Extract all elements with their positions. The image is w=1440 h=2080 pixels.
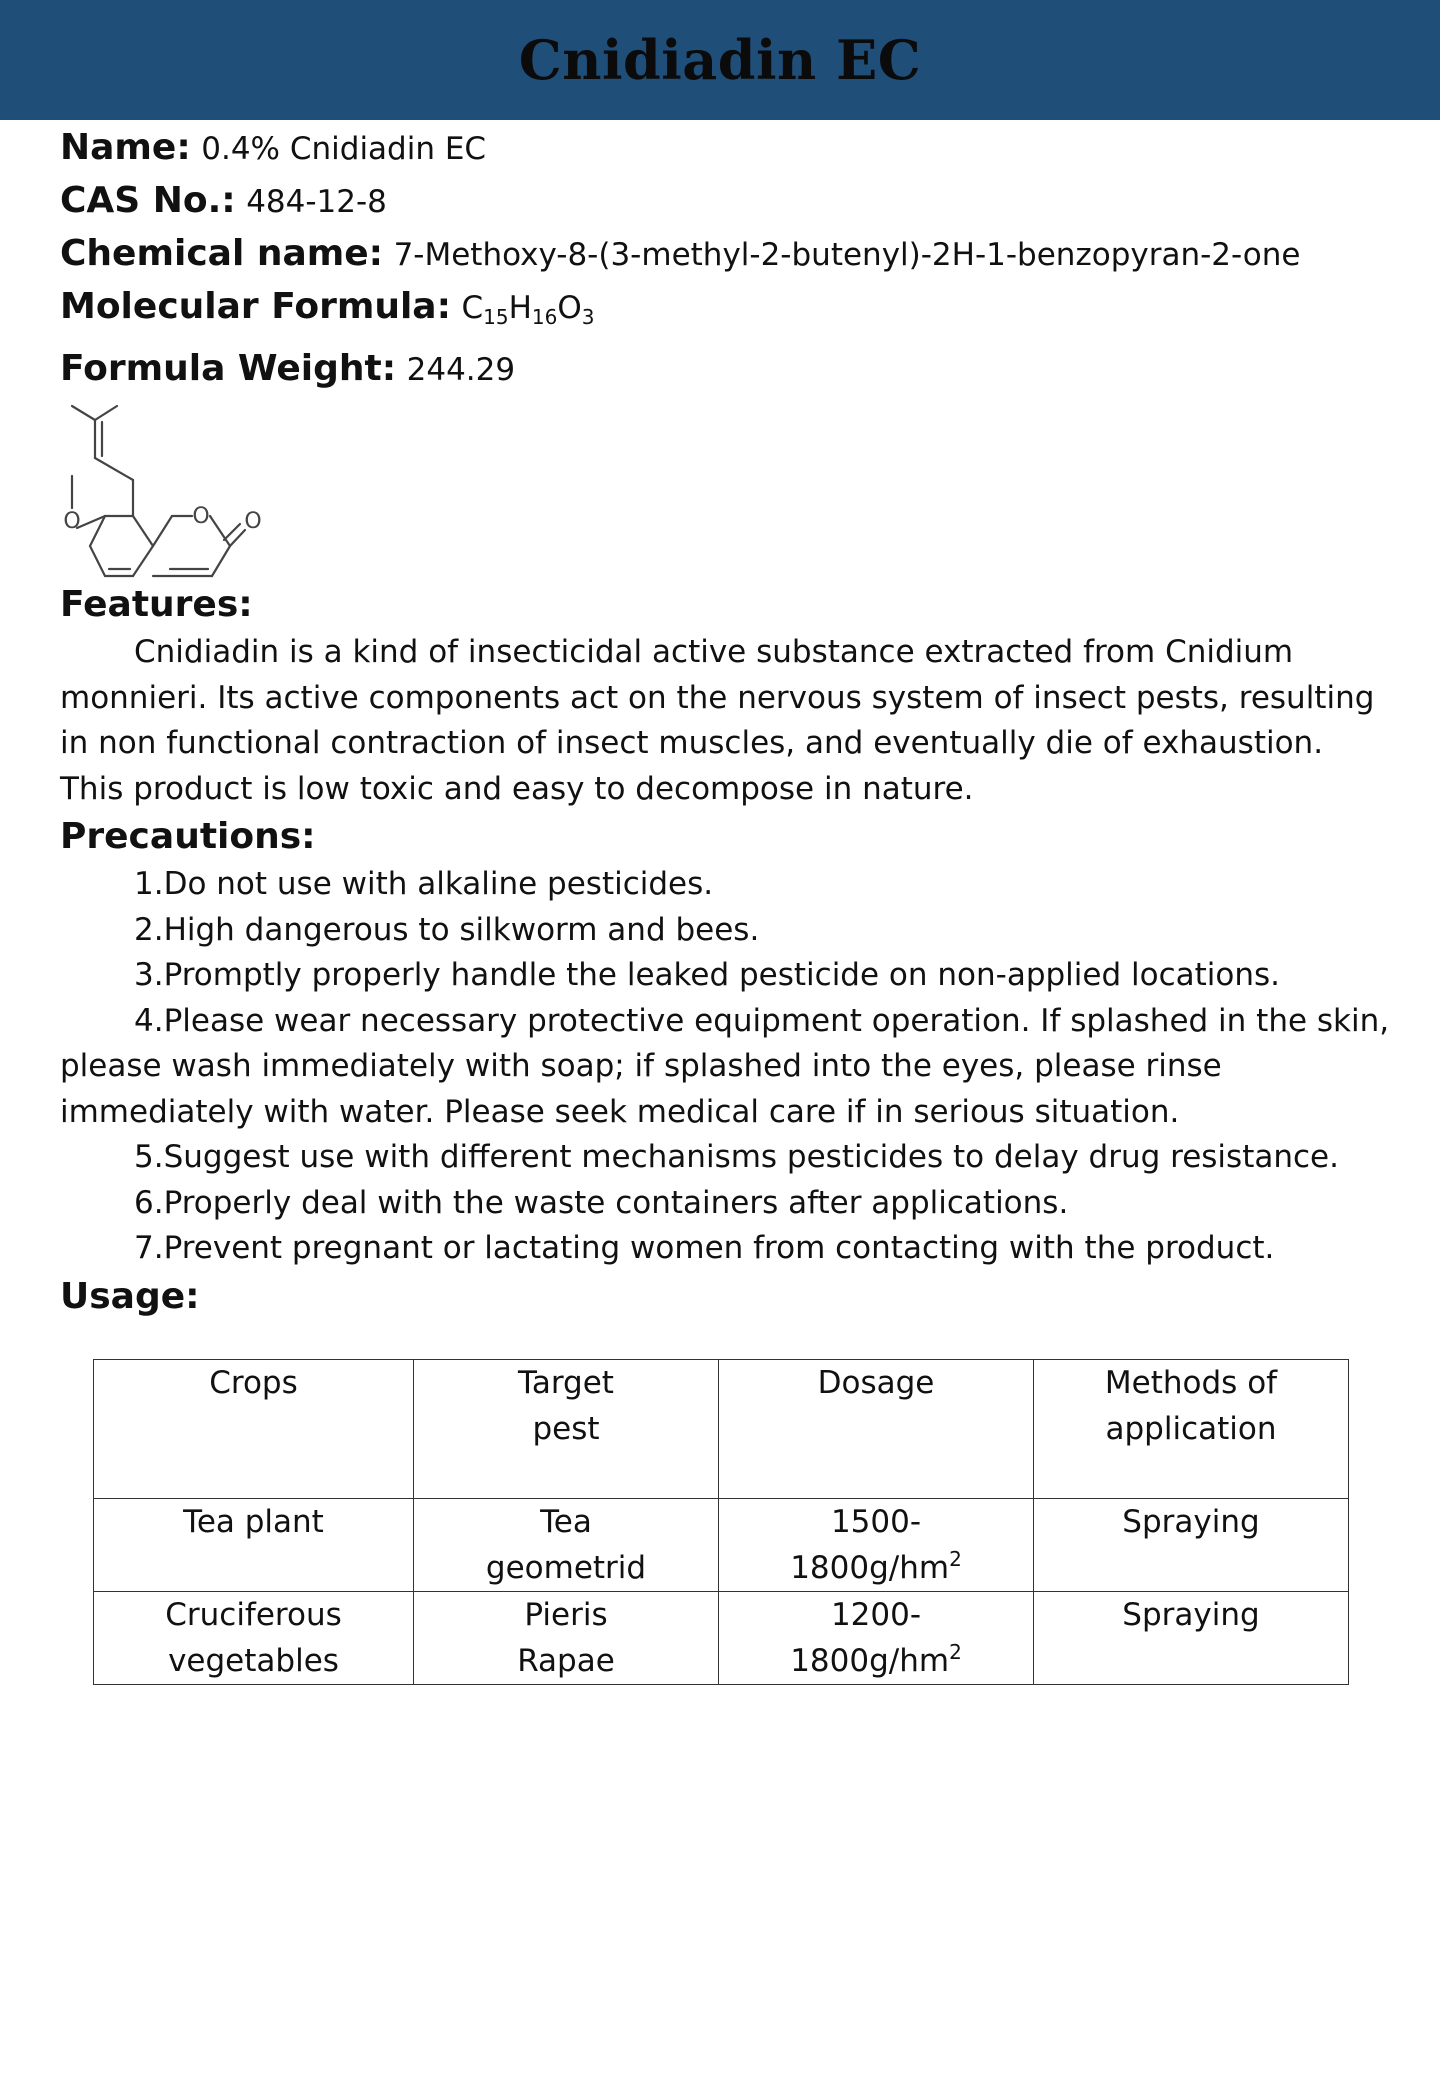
precaution-item: 4.Please wear necessary protective equipment operation. If splashed in the skin, please wash immediately with soap; if splashed into the eyes, please rinse immediately with water. Please seek medical care if in serious situation. [60, 1002, 1390, 1130]
precautions-heading: Precautions: [60, 816, 316, 857]
column-header-methods: Methods of application [1034, 1360, 1349, 1499]
structure-atom-o-carbonyl: O [244, 509, 262, 534]
formula-weight-value: 244.29 [406, 352, 516, 388]
structure-atom-o-methoxy: O [63, 509, 81, 534]
formula-value: $C_{15}H_{16}O_3$ [461, 290, 595, 329]
precaution-item: 6.Properly deal with the waste containers after applications. [134, 1184, 1069, 1221]
table-header-row [94, 1360, 1349, 1499]
cell-pest: Pieris Rapae [414, 1592, 719, 1685]
cas-field [60, 175, 1390, 228]
features-heading: Features: [60, 584, 253, 625]
column-header-target-pest: Target pest [414, 1360, 719, 1499]
cell-dosage: $1500-1800g/hm^2$ [719, 1499, 1034, 1592]
title-banner [0, 0, 1440, 120]
usage-heading: Usage: [60, 1275, 200, 1317]
cas-label: CAS No.: [60, 180, 236, 221]
precaution-item: 2.High dangerous to silkworm and bees. [134, 911, 760, 948]
precaution-item: 3.Promptly properly handle the leaked pesticide on non-applied locations. [134, 957, 1281, 993]
cell-method: Spraying [1034, 1499, 1349, 1592]
name-field [60, 122, 1390, 175]
document-body [60, 122, 1390, 1322]
page-title: Cnidiadin EC [518, 28, 922, 92]
chemical-name-label: Chemical name: [60, 233, 384, 274]
table-row [94, 1499, 1349, 1592]
name-value: 0.4% Cnidiadin EC [201, 131, 487, 167]
precaution-item: 7.Prevent pregnant or lactating women from contacting with the product. [134, 1230, 1275, 1266]
features-text: Cnidiadin is a kind of insecticidal active substance extracted from Cnidium monnieri. Its active components act on the nervous system of insect pests, resulting in non functional contraction of insect muscles, and eventually die of exhaustion. This product is low toxic and easy to decompose in nature. [60, 634, 1375, 807]
cell-dosage: $1200-1800g/hm^2$ [719, 1592, 1034, 1685]
cell-pest: Tea geometrid [414, 1499, 719, 1592]
cell-crop: Tea plant [94, 1499, 414, 1592]
table-row [94, 1592, 1349, 1685]
chemical-name-value: 7-Methoxy-8-(3-methyl-2-butenyl)-2H-1-benzopyran-2-one [393, 237, 1301, 273]
precaution-item: 5.Suggest use with different mechanisms pesticides to delay drug resistance. [134, 1139, 1339, 1175]
formula-weight-label: Formula Weight: [60, 348, 397, 389]
cell-crop: Cruciferous vegetables [94, 1592, 414, 1685]
formula-weight-field [60, 343, 1390, 396]
molecule-structure-diagram [60, 398, 280, 578]
column-header-crops: Crops [94, 1360, 414, 1499]
column-header-dosage: Dosage [719, 1360, 1034, 1499]
precautions-list [60, 862, 1390, 1272]
cell-method: Spraying [1034, 1592, 1349, 1685]
name-label: Name: [60, 127, 191, 168]
precaution-item: 1.Do not use with alkaline pesticides. [134, 866, 714, 902]
formula-label: Molecular Formula: [60, 286, 451, 327]
formula-field [60, 281, 1390, 343]
usage-table [93, 1359, 1349, 1685]
chemical-name-field [60, 228, 1390, 281]
cas-value: 484-12-8 [246, 184, 387, 220]
structure-atom-o-ring: O [192, 504, 210, 529]
